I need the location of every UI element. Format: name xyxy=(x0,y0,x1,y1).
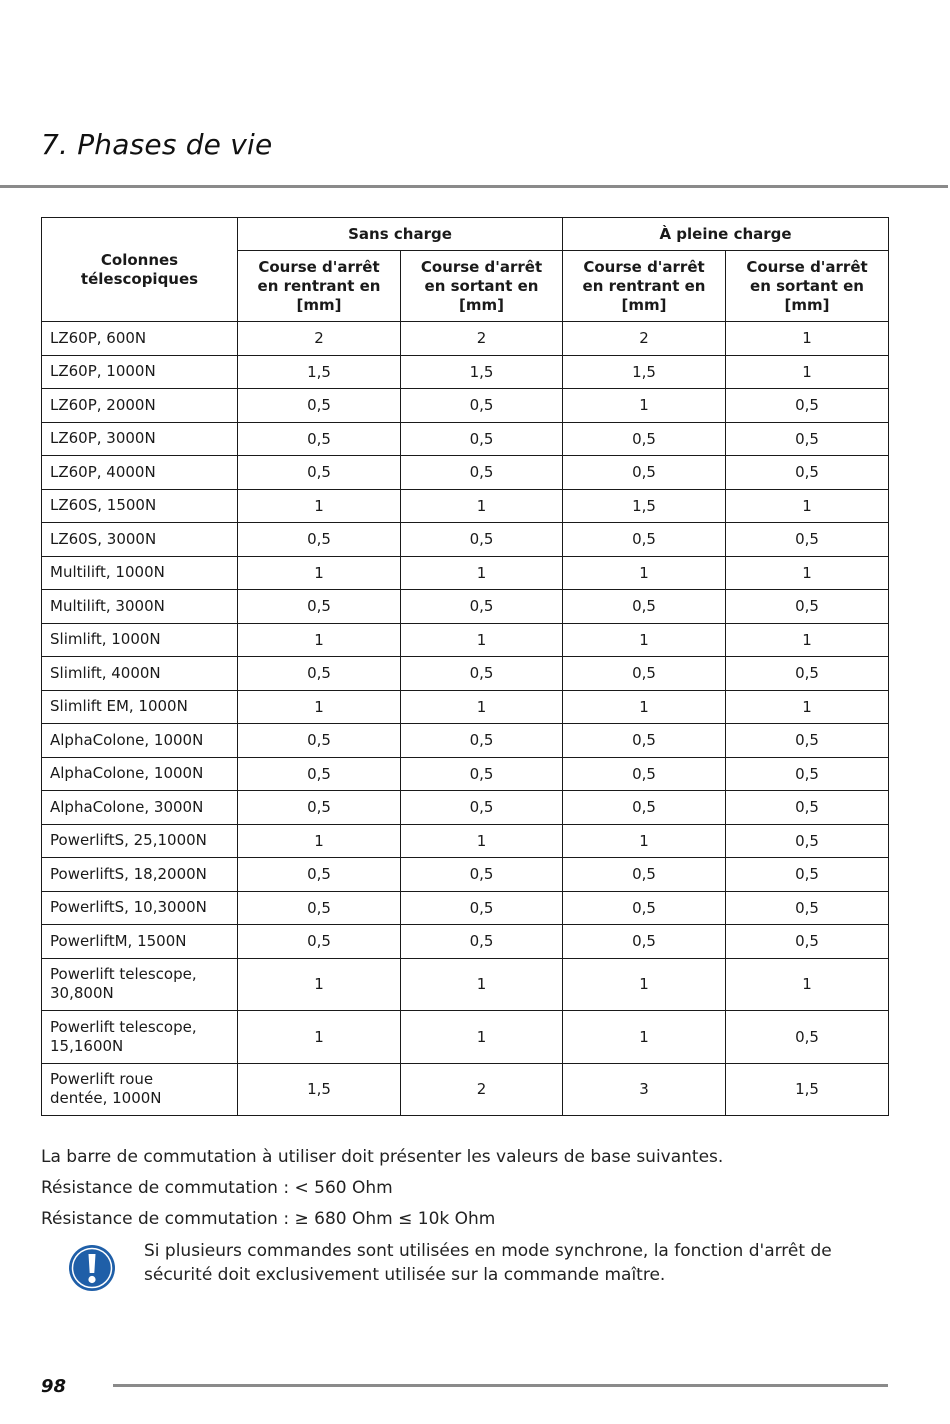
table-row xyxy=(42,456,889,490)
row-value-cell: 0,5 xyxy=(726,657,889,691)
intro-text: La barre de commutation à utiliser doit présenter les valeurs de base suivantes. xyxy=(41,1147,724,1167)
table-row xyxy=(42,657,889,691)
exclamation-circle-icon xyxy=(68,1244,116,1292)
row-value-cell: 0,5 xyxy=(238,523,401,557)
row-value-cell: 2 xyxy=(563,322,726,356)
row-value-cell: 0,5 xyxy=(238,925,401,959)
row-value-cell: 0,5 xyxy=(401,590,563,624)
resistance-range-text: Résistance de commutation : ≥ 680 Ohm ≤ 10k Ohm xyxy=(41,1209,496,1229)
group-header-no-load: Sans charge xyxy=(238,218,563,251)
row-value-cell: 0,5 xyxy=(563,724,726,758)
row-value-cell: 0,5 xyxy=(726,523,889,557)
row-value-cell: 0,5 xyxy=(401,422,563,456)
row-model-name: AlphaColone, 3000N xyxy=(42,791,238,825)
table-row xyxy=(42,389,889,423)
row-model-name: PowerliftM, 1500N xyxy=(42,925,238,959)
page-number: 98 xyxy=(41,1376,67,1397)
row-value-cell: 1 xyxy=(563,824,726,858)
row-model-name: LZ60S, 1500N xyxy=(42,489,238,523)
row-value-cell: 0,5 xyxy=(401,858,563,892)
subheader-label: Course d'arrêt en sortant en [mm] xyxy=(746,257,868,314)
subheader-label: Course d'arrêt en sortant en [mm] xyxy=(420,257,543,314)
row-model-name: LZ60P, 2000N xyxy=(42,389,238,423)
row-model-name: Powerlift roue dentée, 1000N xyxy=(42,1063,238,1116)
row-model-name: Slimlift, 4000N xyxy=(42,657,238,691)
row-value-cell: 1 xyxy=(401,623,563,657)
row-value-cell: 0,5 xyxy=(238,422,401,456)
table-row xyxy=(42,858,889,892)
table-row xyxy=(42,322,889,356)
row-value-cell: 0,5 xyxy=(238,791,401,825)
page-title: 7. Phases de vie xyxy=(41,128,273,161)
row-value-cell: 0,5 xyxy=(401,791,563,825)
row-value-cell: 1,5 xyxy=(238,355,401,389)
row-value-cell: 1 xyxy=(238,556,401,590)
row-value-cell: 1 xyxy=(563,958,726,1011)
row-value-cell: 1 xyxy=(563,556,726,590)
row-value-cell: 0,5 xyxy=(401,456,563,490)
table-row xyxy=(42,355,889,389)
row-value-cell: 0,5 xyxy=(238,456,401,490)
table-row xyxy=(42,925,889,959)
row-value-cell: 0,5 xyxy=(726,891,889,925)
row-value-cell: 0,5 xyxy=(563,456,726,490)
row-value-cell: 1 xyxy=(238,489,401,523)
row-value-cell: 1,5 xyxy=(726,1063,889,1116)
row-value-cell: 1 xyxy=(401,1011,563,1064)
row-value-cell: 1 xyxy=(238,824,401,858)
table-row xyxy=(42,489,889,523)
row-value-cell: 0,5 xyxy=(401,925,563,959)
row-model-name: AlphaColone, 1000N xyxy=(42,724,238,758)
row-value-cell: 1 xyxy=(563,389,726,423)
footer-divider xyxy=(113,1384,888,1387)
row-value-cell: 1 xyxy=(238,690,401,724)
row-value-cell: 0,5 xyxy=(563,657,726,691)
table-row xyxy=(42,623,889,657)
row-model-name: PowerliftS, 10,3000N xyxy=(42,891,238,925)
row-value-cell: 0,5 xyxy=(238,389,401,423)
row-value-cell: 1 xyxy=(563,623,726,657)
row-value-cell: 0,5 xyxy=(238,657,401,691)
row-value-cell: 2 xyxy=(401,1063,563,1116)
safety-note-text: Si plusieurs commandes sont utilisées en mode synchrone, la fonction d'arrêt de sécurité doit exclusivement utilisée sur la commande maître. xyxy=(144,1241,832,1285)
row-value-cell: 0,5 xyxy=(238,891,401,925)
table-header-row xyxy=(42,218,889,251)
row-value-cell: 1 xyxy=(238,958,401,1011)
row-model-name: Powerlift telescope, 30,800N xyxy=(42,958,238,1011)
subheader-extend-full-load xyxy=(726,251,889,322)
row-value-cell: 0,5 xyxy=(726,389,889,423)
row-model-name: AlphaColone, 1000N xyxy=(42,757,238,791)
row-value-cell: 0,5 xyxy=(238,757,401,791)
row-value-cell: 0,5 xyxy=(401,657,563,691)
row-value-cell: 1 xyxy=(401,489,563,523)
row-value-cell: 0,5 xyxy=(563,590,726,624)
row-value-cell: 0,5 xyxy=(726,1011,889,1064)
subheader-retract-full-load xyxy=(563,251,726,322)
row-value-cell: 0,5 xyxy=(401,891,563,925)
table-row xyxy=(42,690,889,724)
table-row xyxy=(42,757,889,791)
subheader-retract-no-load xyxy=(238,251,401,322)
row-value-cell: 0,5 xyxy=(401,724,563,758)
row-value-cell: 0,5 xyxy=(401,523,563,557)
row-value-cell: 0,5 xyxy=(726,791,889,825)
row-value-cell: 1 xyxy=(726,958,889,1011)
subheader-label: Course d'arrêt en rentrant en [mm] xyxy=(257,257,381,314)
row-value-cell: 1 xyxy=(726,556,889,590)
table-row xyxy=(42,556,889,590)
row-model-name: LZ60P, 1000N xyxy=(42,355,238,389)
row-model-name: Slimlift EM, 1000N xyxy=(42,690,238,724)
row-value-cell: 1 xyxy=(563,690,726,724)
row-value-cell: 1 xyxy=(726,623,889,657)
subheader-label: Course d'arrêt en rentrant en [mm] xyxy=(582,257,706,314)
row-value-cell: 0,5 xyxy=(563,858,726,892)
row-value-cell: 1,5 xyxy=(563,489,726,523)
row-model-name: LZ60S, 3000N xyxy=(42,523,238,557)
table-body xyxy=(42,322,889,1116)
row-value-cell: 1 xyxy=(401,824,563,858)
table-row xyxy=(42,824,889,858)
row-model-name: LZ60P, 3000N xyxy=(42,422,238,456)
row-value-cell: 0,5 xyxy=(726,757,889,791)
row-value-cell: 1 xyxy=(726,489,889,523)
row-value-cell: 1 xyxy=(726,690,889,724)
row-value-cell: 2 xyxy=(238,322,401,356)
row-value-cell: 1,5 xyxy=(238,1063,401,1116)
row-model-name: Powerlift telescope, 15,1600N xyxy=(42,1011,238,1064)
row-value-cell: 0,5 xyxy=(563,791,726,825)
row-value-cell: 0,5 xyxy=(726,422,889,456)
row-value-cell: 1 xyxy=(401,690,563,724)
row-value-cell: 1 xyxy=(401,958,563,1011)
header-divider xyxy=(0,185,948,188)
row-value-cell: 1 xyxy=(238,623,401,657)
row-value-cell: 0,5 xyxy=(563,891,726,925)
subheader-extend-no-load xyxy=(401,251,563,322)
row-model-name: Slimlift, 1000N xyxy=(42,623,238,657)
table-row xyxy=(42,1063,889,1116)
table-row xyxy=(42,958,889,1011)
table-row xyxy=(42,422,889,456)
table-row xyxy=(42,590,889,624)
row-value-cell: 0,5 xyxy=(238,858,401,892)
row-value-cell: 0,5 xyxy=(726,858,889,892)
col-header-columns-label: Colonnes télescopiques xyxy=(80,250,199,288)
row-value-cell: 1 xyxy=(726,355,889,389)
row-model-name: LZ60P, 600N xyxy=(42,322,238,356)
row-value-cell: 0,5 xyxy=(726,925,889,959)
table-row xyxy=(42,724,889,758)
row-value-cell: 0,5 xyxy=(726,456,889,490)
row-value-cell: 0,5 xyxy=(563,523,726,557)
resistance-min-text: Résistance de commutation : < 560 Ohm xyxy=(41,1178,393,1198)
table-row xyxy=(42,791,889,825)
row-value-cell: 0,5 xyxy=(401,757,563,791)
row-model-name: PowerliftS, 25,1000N xyxy=(42,824,238,858)
row-value-cell: 2 xyxy=(401,322,563,356)
row-value-cell: 0,5 xyxy=(726,590,889,624)
table-row xyxy=(42,523,889,557)
row-value-cell: 1,5 xyxy=(563,355,726,389)
group-header-full-load: À pleine charge xyxy=(563,218,889,251)
row-value-cell: 1,5 xyxy=(401,355,563,389)
row-value-cell: 1 xyxy=(401,556,563,590)
stopping-distance-table xyxy=(41,217,889,1116)
row-model-name: LZ60P, 4000N xyxy=(42,456,238,490)
row-value-cell: 0,5 xyxy=(563,757,726,791)
table-row xyxy=(42,1011,889,1064)
row-model-name: Multilift, 3000N xyxy=(42,590,238,624)
row-value-cell: 3 xyxy=(563,1063,726,1116)
row-value-cell: 1 xyxy=(563,1011,726,1064)
table-row xyxy=(42,891,889,925)
row-value-cell: 0,5 xyxy=(726,724,889,758)
row-model-name: Multilift, 1000N xyxy=(42,556,238,590)
row-value-cell: 0,5 xyxy=(563,422,726,456)
col-header-columns xyxy=(42,218,238,322)
row-value-cell: 0,5 xyxy=(726,824,889,858)
row-value-cell: 0,5 xyxy=(563,925,726,959)
row-value-cell: 0,5 xyxy=(238,724,401,758)
row-value-cell: 0,5 xyxy=(238,590,401,624)
row-value-cell: 1 xyxy=(726,322,889,356)
row-value-cell: 1 xyxy=(238,1011,401,1064)
row-model-name: PowerliftS, 18,2000N xyxy=(42,858,238,892)
row-value-cell: 0,5 xyxy=(401,389,563,423)
